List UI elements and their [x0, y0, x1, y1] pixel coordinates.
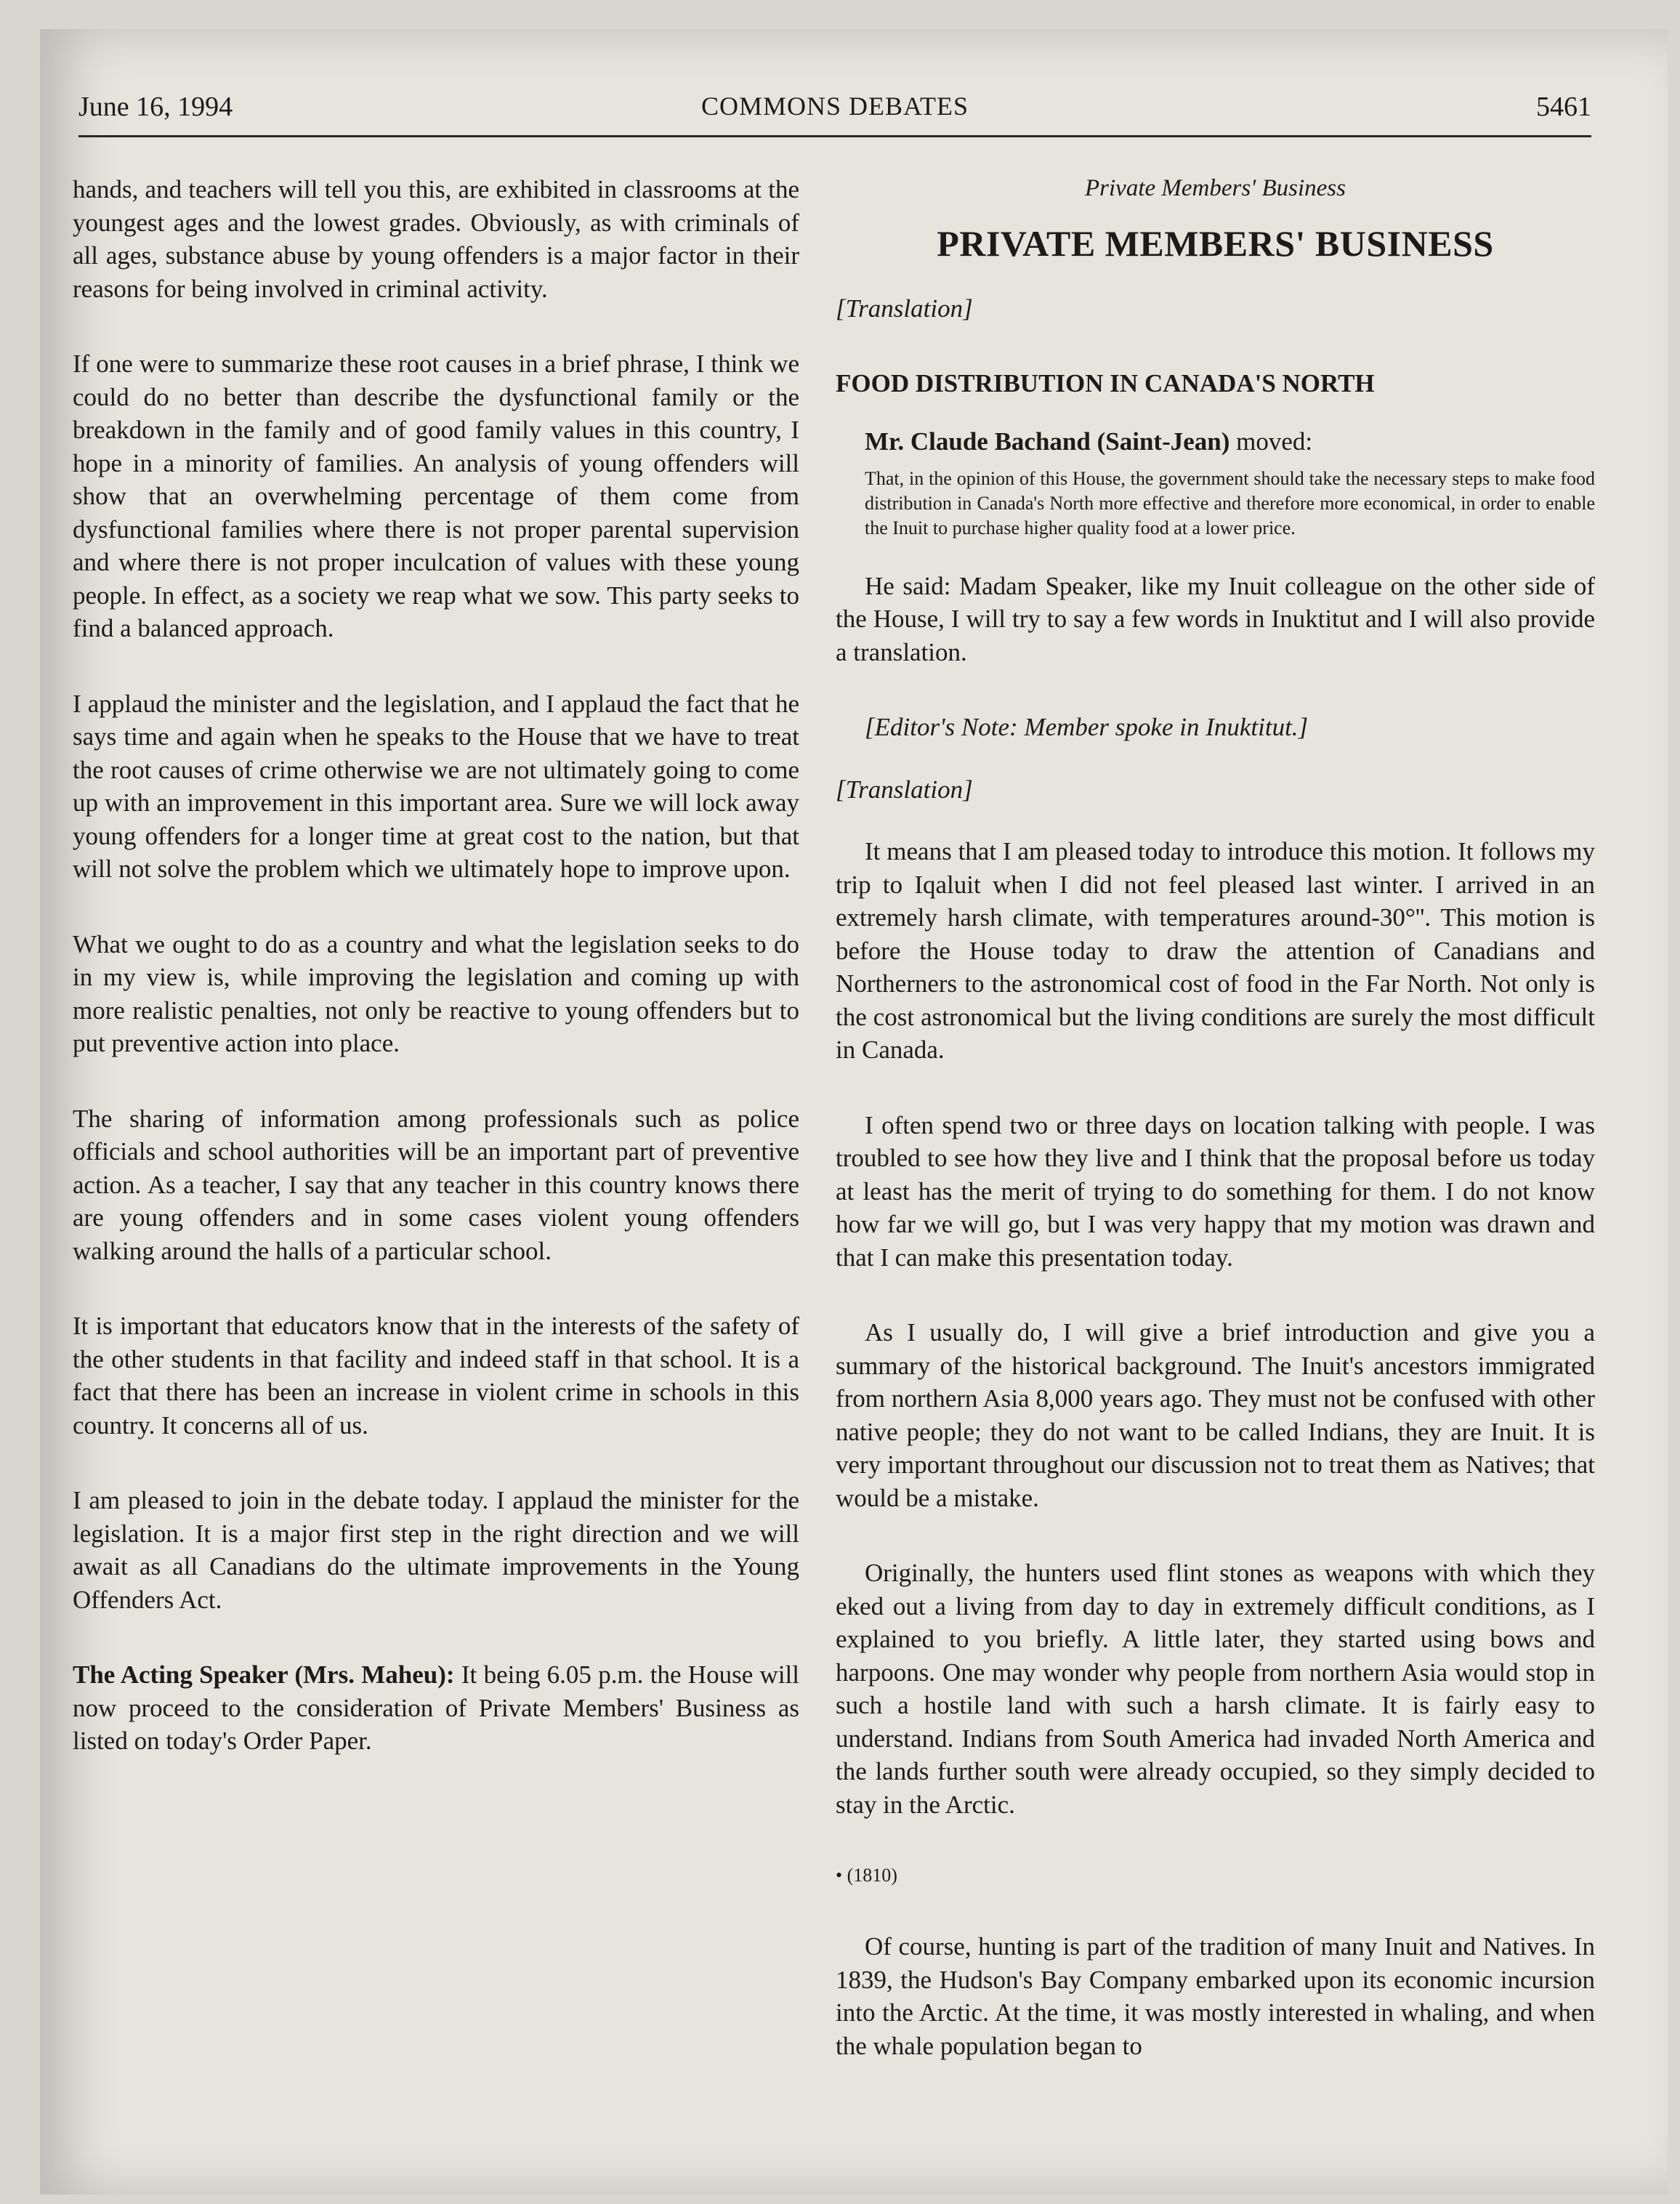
left-paragraph: It is important that educators know that in the interests of the safety of the other students in that facility and indeed staff in that school. It is a fact that there has been an increase in violent crime in schools in this country. It concerns all of us. — [73, 1312, 799, 1440]
speaker-paragraph — [73, 1658, 799, 1758]
translation-label-2: [Translation] — [836, 775, 973, 804]
left-paragraph: The sharing of information among professionals such as police officials and school authorities will be an important part of preventive action. As a teacher, I say that any teacher in this country knows there are young offenders and in some cases violent young offenders walking around the halls of a particular school. — [73, 1104, 799, 1265]
translation-label: [Translation] — [836, 294, 973, 323]
time-marker: • (1810) — [836, 1865, 897, 1886]
left-paragraph: I applaud the minister and the legislation, and I applaud the fact that he says time and again when he speaks to the House that we have to treat the root causes of crime otherwise we are not ultimately going to come up with an improvement in this important area. Sure we will lock away young offenders for a longer time at great cost to the nation, but that will not solve the problem which we ultimately hope to improve upon. — [73, 689, 799, 883]
section-heading: PRIVATE MEMBERS' BUSINESS — [937, 222, 1494, 264]
left-paragraph: hands, and teachers will tell you this, are exhibited in classrooms at the youngest ages and the lowest grades. Obviously, as with criminals of all ages, substance abuse by young offenders is a major factor in their reasons for being involved in criminal activity. — [73, 175, 799, 303]
right-paragraph: It means that I am pleased today to introduce this motion. It follows my trip to Iqaluit when I did not feel pleased last winter. I arrived in an extremely harsh climate, with temperatures around-30°''. This motion is before the House today to draw the attention of Canadians and Northerners to the astronomical cost of food in the Far North. Not only is the cost astronomical but the living conditions are surely the most difficult in Canada. — [836, 837, 1595, 1065]
section-subhead: Private Members' Business — [1085, 175, 1346, 201]
speaker-text: It being 6.05 p.m. the House will now proceed to the consideration of Private Members' Business as listed on today's Order Paper. — [73, 1660, 799, 1755]
header-title: COMMONS DEBATES — [700, 92, 969, 121]
right-paragraph: Originally, the hunters used flint stones as weapons with which they eked out a living from day to day in extremely difficult conditions, as I explained to you briefly. A little later, they started using bows and harpoons. One may wonder why people from northern Asia would stop in such a hostile land with such a harsh climate. It is fairly easy to understand. Indians from South America had invaded North America and the lands further south were already occupied, so they simply decided to stay in the Arctic. — [836, 1559, 1595, 1819]
editor-note: [Editor's Note: Member spoke in Inuktitut.] — [865, 713, 1309, 742]
header-rule — [78, 135, 1591, 137]
mover-suffix: moved: — [1229, 427, 1313, 456]
page-header — [78, 91, 1591, 134]
right-column — [836, 173, 1595, 2104]
motion-title: FOOD DISTRIBUTION IN CANADA'S NORTH — [836, 369, 1375, 398]
right-paragraph: As I usually do, I will give a brief introduction and give you a summary of the historical background. The Inuit's ancestors immigrated from northern Asia 8,000 years ago. They must not be confused with other native people; they do not want to be called Indians, they are Inuit. It is very important throughout our discussion not to treat them as Natives; that would be a mistake. — [836, 1318, 1595, 1512]
mover-line — [836, 425, 1595, 459]
header-date: June 16, 1994 — [78, 92, 233, 122]
right-paragraph: Of course, hunting is part of the tradition of many Inuit and Natives. In 1839, the Hudson's Bay Company embarked upon its economic incursion into the Arctic. At the time, it was mostly interested in whaling, and when the whale population began to — [836, 1932, 1595, 2060]
motion-text: That, in the opinion of this House, the government should take the necessary steps to make food distribution in Canada's North more effective and therefore more economical, in order to enable the Inuit to purchase higher quality food at a lower price. — [865, 468, 1595, 538]
left-paragraph: What we ought to do as a country and what the legislation seeks to do in my view is, while improving the legislation and coming up with more realistic penalties, not only be reactive to young offenders but to put preventive action into place. — [73, 929, 799, 1057]
right-paragraph: I often spend two or three days on location talking with people. I was troubled to see how they live and I think that the proposal before us today at least has the merit of trying to do something for them. I do not know how far we will go, but I was very happy that my motion was drawn and that I can make this presentation today. — [836, 1110, 1595, 1272]
left-column — [73, 173, 799, 1800]
right-paragraph: He said: Madam Speaker, like my Inuit colleague on the other side of the House, I will try to say a few words in Inuktitut and I will also provide a translation. — [836, 571, 1595, 666]
page-number: 5461 — [1536, 92, 1591, 122]
mover-name: Mr. Claude Bachand (Saint-Jean) — [865, 427, 1230, 456]
left-paragraph: I am pleased to join in the debate today. I applaud the minister for the legislation. It is a major first step in the right direction and we will await as all Canadians do the ultimate improvements in the Young Offenders Act. — [73, 1486, 799, 1614]
speaker-label: The Acting Speaker (Mrs. Maheu): — [73, 1660, 455, 1689]
left-paragraph: If one were to summarize these root causes in a brief phrase, I think we could do no better than describe the dysfunctional family or the breakdown in the family and of good family values in this country, I hope in a minority of families. An analysis of young offenders will show that an overwhelming percentage of them come from dysfunctional families where there is not proper parental supervision and where there is not proper inculcation of values with these young people. In effect, as a society we reap what we sow. This party seeks to find a balanced approach. — [73, 350, 799, 642]
